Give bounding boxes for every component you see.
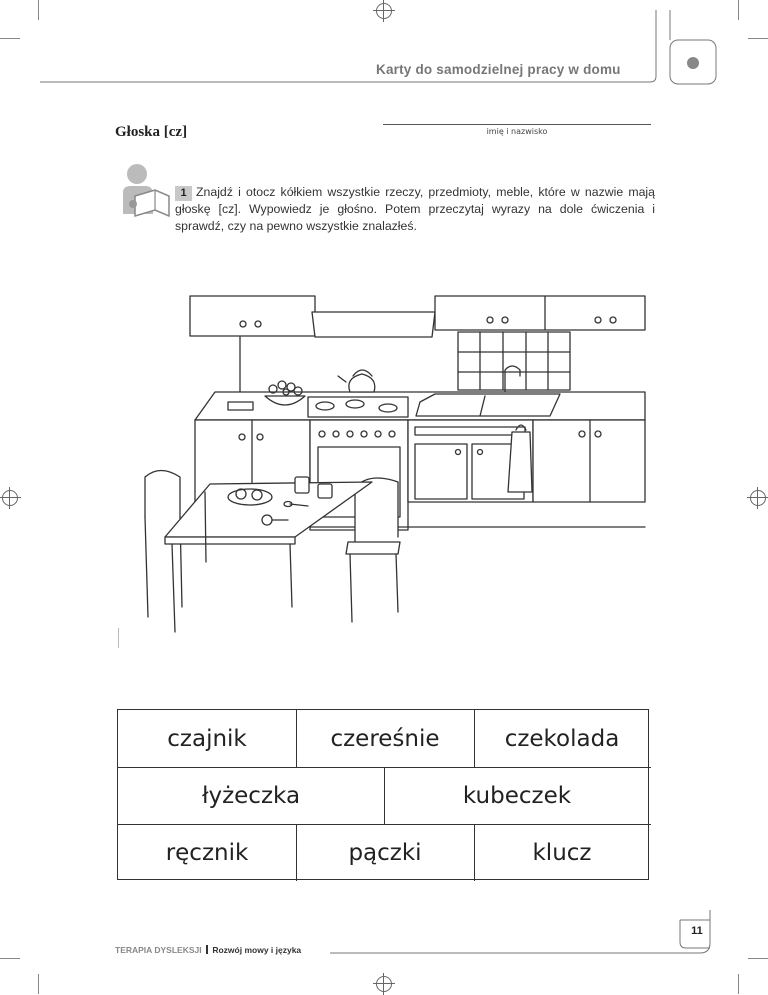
word-cell: czajnik [118, 710, 297, 767]
registration-mark-icon [2, 490, 18, 506]
word-row [118, 767, 651, 825]
footer [115, 945, 301, 955]
word-cell: łyżeczka [118, 767, 385, 824]
instruction-text: Znajdź i otocz kółkiem wszystkie rzeczy, przedmioty, meble, które w nazwie mają głoskę [cz]. Wypowiedz je głośno. Potem przeczytaj wyrazy na dole ćwiczenia i sprawdź, czy na pewno wszystkie znalazłeś. [175, 185, 655, 233]
header-title: Karty do samodzielnej pracy w domu [376, 62, 621, 77]
word-grid [117, 709, 649, 880]
lesson-title: Głoska [cz] [115, 124, 188, 140]
footer-series: TERAPIA DYSLEKSJI [115, 945, 202, 955]
word-row [118, 824, 651, 881]
registration-mark-icon [376, 976, 392, 992]
exercise-instruction [175, 184, 655, 234]
word-row [118, 710, 651, 768]
word-cell: klucz [532, 839, 592, 866]
kitchen-illustration [140, 292, 650, 637]
word-cell: kubeczek [462, 782, 572, 809]
crop-mark [738, 974, 739, 994]
name-label: imię i nazwisko [486, 127, 548, 136]
footer-frame [0, 910, 768, 970]
exercise-number: 1 [175, 186, 192, 201]
page-number: 11 [691, 925, 703, 937]
word-cell: czereśnie [296, 710, 475, 767]
word-cell: czekolada [504, 725, 620, 752]
registration-mark-icon [750, 490, 766, 506]
header-frame [0, 0, 768, 100]
name-line [383, 124, 651, 125]
reading-person-icon [113, 162, 173, 218]
word-cell: pączki [296, 824, 475, 881]
footer-divider [206, 945, 208, 954]
word-cell: ręcznik [118, 824, 297, 881]
margin-line [118, 628, 119, 648]
footer-subtitle: Rozwój mowy i języka [212, 945, 302, 955]
crop-mark [38, 974, 39, 994]
